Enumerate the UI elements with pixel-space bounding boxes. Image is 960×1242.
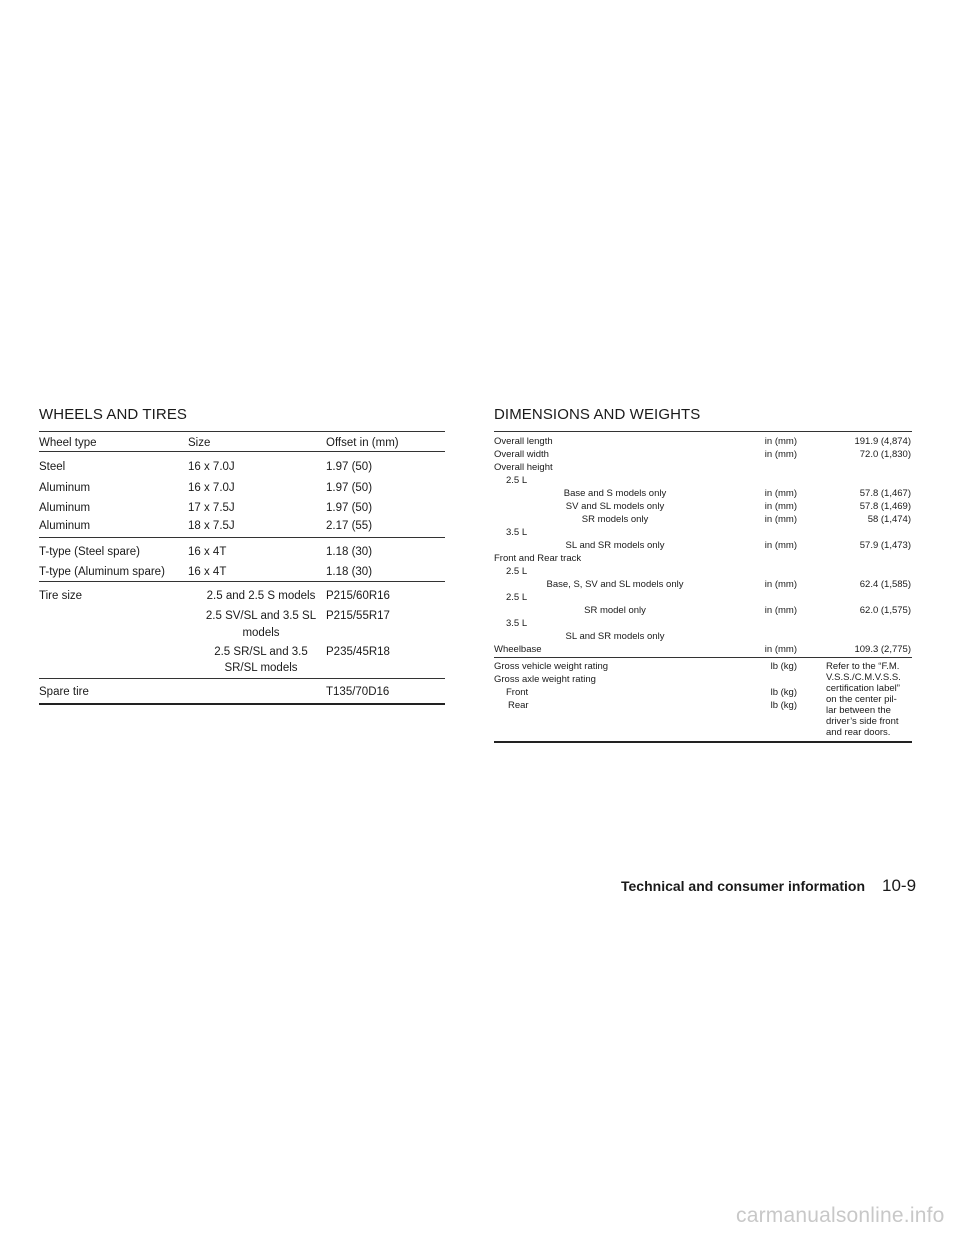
dim-unit: in (mm) <box>764 514 797 525</box>
note-line: on the center pil- <box>826 694 897 705</box>
dim-label: Overall length <box>494 436 553 447</box>
dim-value: 72.0 (1,830) <box>859 449 911 460</box>
dim-label: Overall height <box>494 462 553 473</box>
table-row-offset: 1.18 (30) <box>326 546 373 558</box>
dim-value: 62.4 (1,585) <box>859 579 911 590</box>
dim-label: SL and SR models only <box>565 631 665 642</box>
note-line: certification label” <box>826 683 900 694</box>
table-row-size: 17 x 7.5J <box>188 502 235 514</box>
dim-unit: in (mm) <box>764 449 797 460</box>
rear-unit: lb (kg) <box>770 700 797 711</box>
tire-model-cont: SR/SL models <box>224 662 298 674</box>
wheels-top-rule <box>39 431 445 432</box>
dim-label: SR model only <box>584 605 646 616</box>
table-row-type: T-type (Steel spare) <box>39 546 140 558</box>
dim-value: 57.8 (1,469) <box>859 501 911 512</box>
table-row-size: 16 x 4T <box>188 566 227 578</box>
dim-label: SL and SR models only <box>565 540 665 551</box>
rear-label: Rear <box>508 700 529 711</box>
tire-size-value: P215/55R17 <box>326 610 390 622</box>
wheels-tire-rule <box>39 678 445 679</box>
table-row-type: T-type (Aluminum spare) <box>39 566 165 578</box>
table-row-offset: 1.97 (50) <box>326 502 373 514</box>
dim-unit: in (mm) <box>764 579 797 590</box>
table-row-type: Steel <box>39 461 66 473</box>
dim-label: SV and SL models only <box>565 501 665 512</box>
gvw-unit: lb (kg) <box>770 661 797 672</box>
table-row-size: 16 x 7.0J <box>188 482 235 494</box>
dim-unit: in (mm) <box>764 644 797 655</box>
wheels-header-rule <box>39 451 445 452</box>
dimensions-weights-rule <box>494 657 912 658</box>
dim-label: 2.5 L <box>506 566 528 577</box>
tire-size-value: P215/60R16 <box>326 590 390 602</box>
dim-value: 58 (1,474) <box>867 514 911 525</box>
table-row-offset: 2.17 (55) <box>326 520 373 532</box>
tire-size-label: Tire size <box>39 590 83 602</box>
page-number: 10-9 <box>882 876 917 895</box>
gvw-label: Gross vehicle weight rating <box>494 661 609 672</box>
dim-label: 2.5 L <box>506 475 528 486</box>
dim-label: Front and Rear track <box>494 553 582 564</box>
wheels-spare-rule <box>39 581 445 582</box>
spare-tire-label: Spare tire <box>39 686 89 698</box>
header-size: Size <box>188 437 211 449</box>
table-row-offset: 1.97 (50) <box>326 482 373 494</box>
wheels-bottom-rule <box>39 703 445 705</box>
wheels-section-title: WHEELS AND TIRES <box>39 406 188 423</box>
note-line: V.S.S./C.M.V.S.S. <box>826 672 901 683</box>
dim-value: 191.9 (4,874) <box>854 436 911 447</box>
header-offset: Offset in (mm) <box>326 437 399 449</box>
dim-label: Base, S, SV and SL models only <box>546 579 684 590</box>
wheels-group-rule <box>39 537 445 538</box>
gaw-label: Gross axle weight rating <box>494 674 596 685</box>
dim-label: 3.5 L <box>506 527 528 538</box>
tire-model-cont: models <box>242 627 280 639</box>
table-row-size: 18 x 7.5J <box>188 520 235 532</box>
note-line: lar between the <box>826 705 891 716</box>
watermark: carmanualsonline.info <box>736 1204 945 1227</box>
table-row-offset: 1.97 (50) <box>326 461 373 473</box>
dim-value: 109.3 (2,775) <box>854 644 911 655</box>
table-row-type: Aluminum <box>39 502 91 514</box>
tire-model: 2.5 SR/SL and 3.5 <box>214 646 308 658</box>
note-line: Refer to the “F.M. <box>826 661 900 672</box>
table-row-size: 16 x 4T <box>188 546 227 558</box>
certification-note <box>826 661 901 738</box>
dim-unit: in (mm) <box>764 540 797 551</box>
note-line: and rear doors. <box>826 727 891 738</box>
spare-tire-value: T135/70D16 <box>326 686 390 698</box>
table-row-type: Aluminum <box>39 482 91 494</box>
dim-label: 2.5 L <box>506 592 528 603</box>
dimensions-top-rule <box>494 431 912 432</box>
dim-unit: in (mm) <box>764 488 797 499</box>
dim-value: 57.8 (1,467) <box>859 488 911 499</box>
note-line: driver’s side front <box>826 716 899 727</box>
tire-model: 2.5 and 2.5 S models <box>206 590 316 602</box>
dim-label: Wheelbase <box>494 644 542 655</box>
dim-label: 3.5 L <box>506 618 528 629</box>
dim-unit: in (mm) <box>764 436 797 447</box>
table-row-offset: 1.18 (30) <box>326 566 373 578</box>
dimensions-bottom-rule <box>494 741 912 743</box>
tire-size-value: P235/45R18 <box>326 646 390 658</box>
dimensions-section-title: DIMENSIONS AND WEIGHTS <box>494 406 701 423</box>
footer-section-title: Technical and consumer information <box>621 878 866 894</box>
table-row-type: Aluminum <box>39 520 91 532</box>
front-unit: lb (kg) <box>770 687 797 698</box>
dim-value: 62.0 (1,575) <box>859 605 911 616</box>
dim-label: Overall width <box>494 449 549 460</box>
front-label: Front <box>506 687 529 698</box>
table-row-size: 16 x 7.0J <box>188 461 235 473</box>
dim-label: SR models only <box>581 514 649 525</box>
dim-unit: in (mm) <box>764 605 797 616</box>
dim-value: 57.9 (1,473) <box>859 540 911 551</box>
dim-unit: in (mm) <box>764 501 797 512</box>
header-wheel-type: Wheel type <box>39 437 97 449</box>
dim-label: Base and S models only <box>563 488 667 499</box>
tire-model: 2.5 SV/SL and 3.5 SL <box>205 610 317 622</box>
